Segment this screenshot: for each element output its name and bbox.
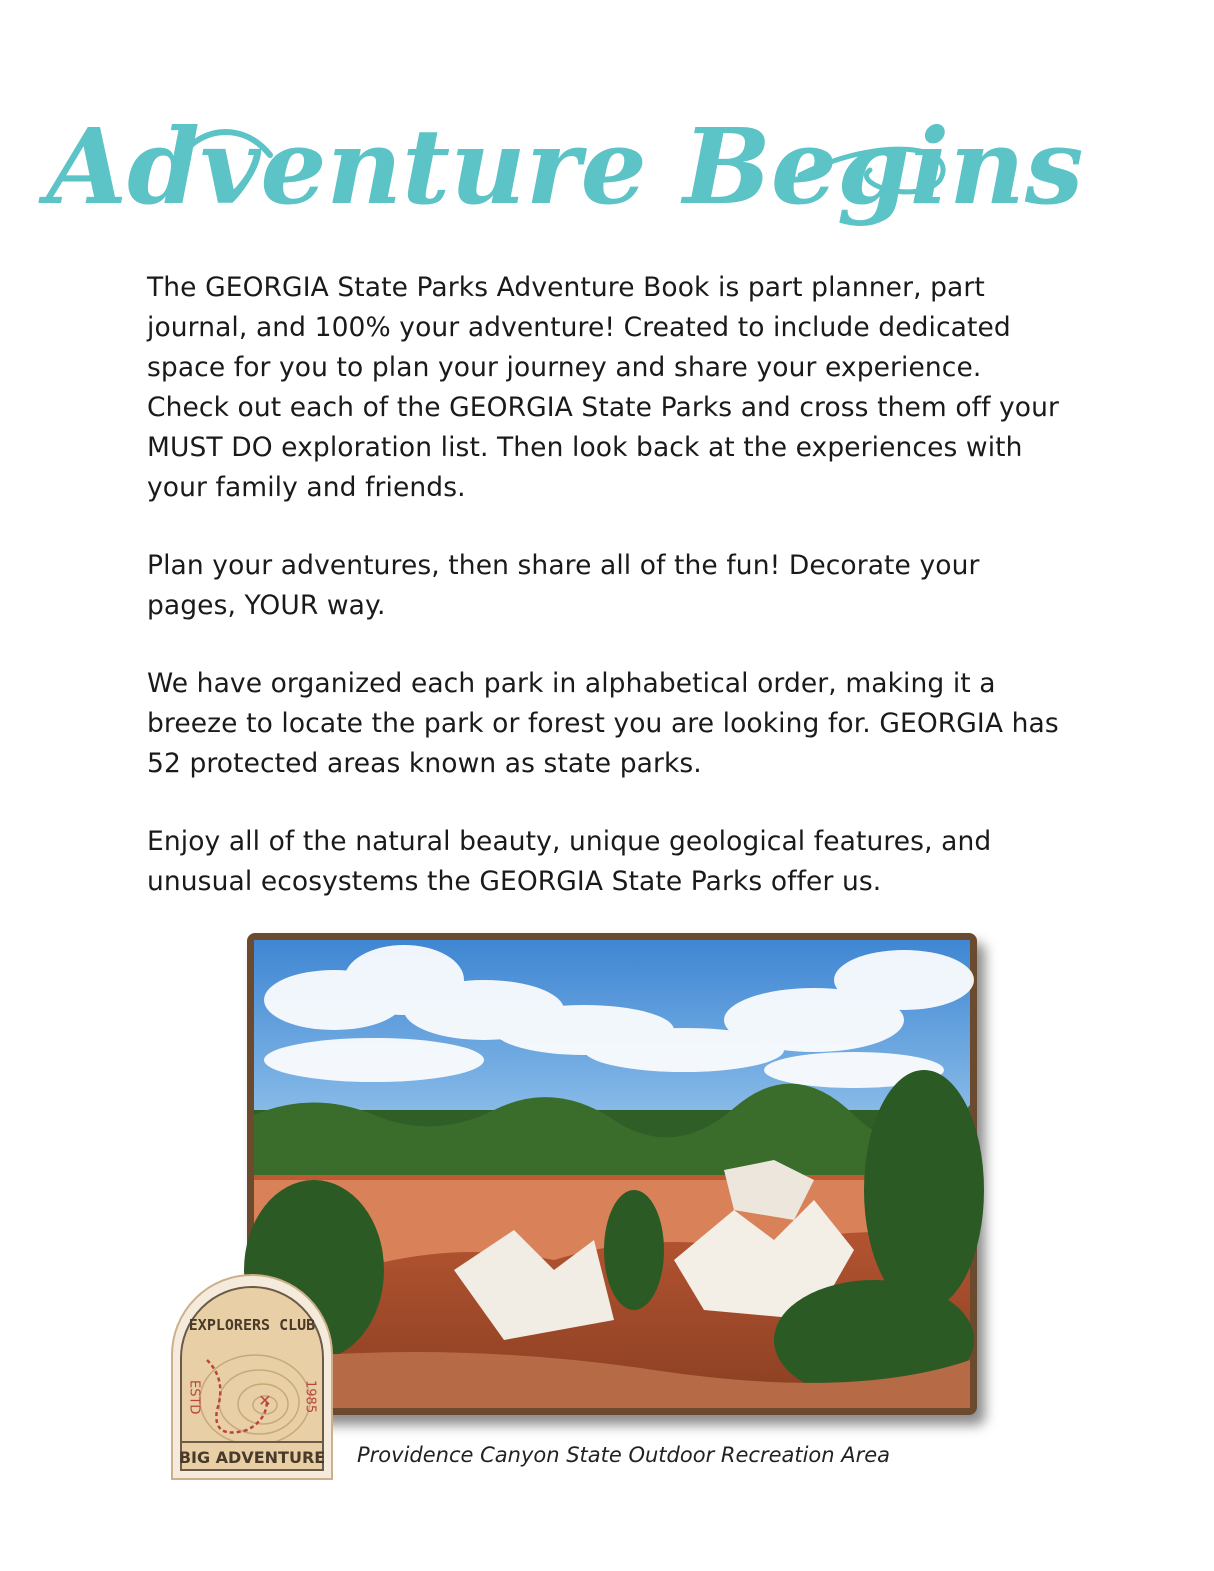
badge-top-text: EXPLORERS CLUB (188, 1316, 316, 1334)
badge-estd-text: ESTD (186, 1380, 202, 1415)
paragraph-intro: The GEORGIA State Parks Adventure Book is part planner, part journal, and 100% your adventure! Created to include dedicated space for you to plan your journey and share your experience. Check out each of the GEORGIA State Parks and cross them off your MUST DO exploration list. Then look back at the experiences with your family and friends. (147, 272, 1060, 503)
explorers-club-badge (167, 1270, 337, 1484)
photo-caption: Providence Canyon State Outdoor Recreation Area (357, 1443, 891, 1467)
page-title (46, 85, 1084, 255)
park-photo (247, 933, 977, 1415)
canyon-landscape-image (254, 940, 970, 1408)
svg-text:✕: ✕ (258, 1391, 272, 1410)
paragraph-plan: Plan your adventures, then share all of the fun! Decorate your pages, YOUR way. (147, 550, 980, 621)
paragraph-organized: We have organized each park in alphabetical order, making it a breeze to locate the park or forest you are looking for. GEORGIA has 52 protected areas known as state parks. (147, 668, 1059, 779)
badge-graphic (167, 1270, 337, 1484)
page-title-text: Adventure Begins (46, 105, 1084, 228)
title-script-graphic (46, 85, 1084, 255)
intro-text (147, 268, 1067, 940)
badge-year-text: 1985 (302, 1380, 318, 1414)
badge-bottom-text: BIG ADVENTURE (178, 1448, 326, 1467)
paragraph-enjoy: Enjoy all of the natural beauty, unique geological features, and unusual ecosystems the GEORGIA State Parks offer us. (147, 826, 992, 897)
